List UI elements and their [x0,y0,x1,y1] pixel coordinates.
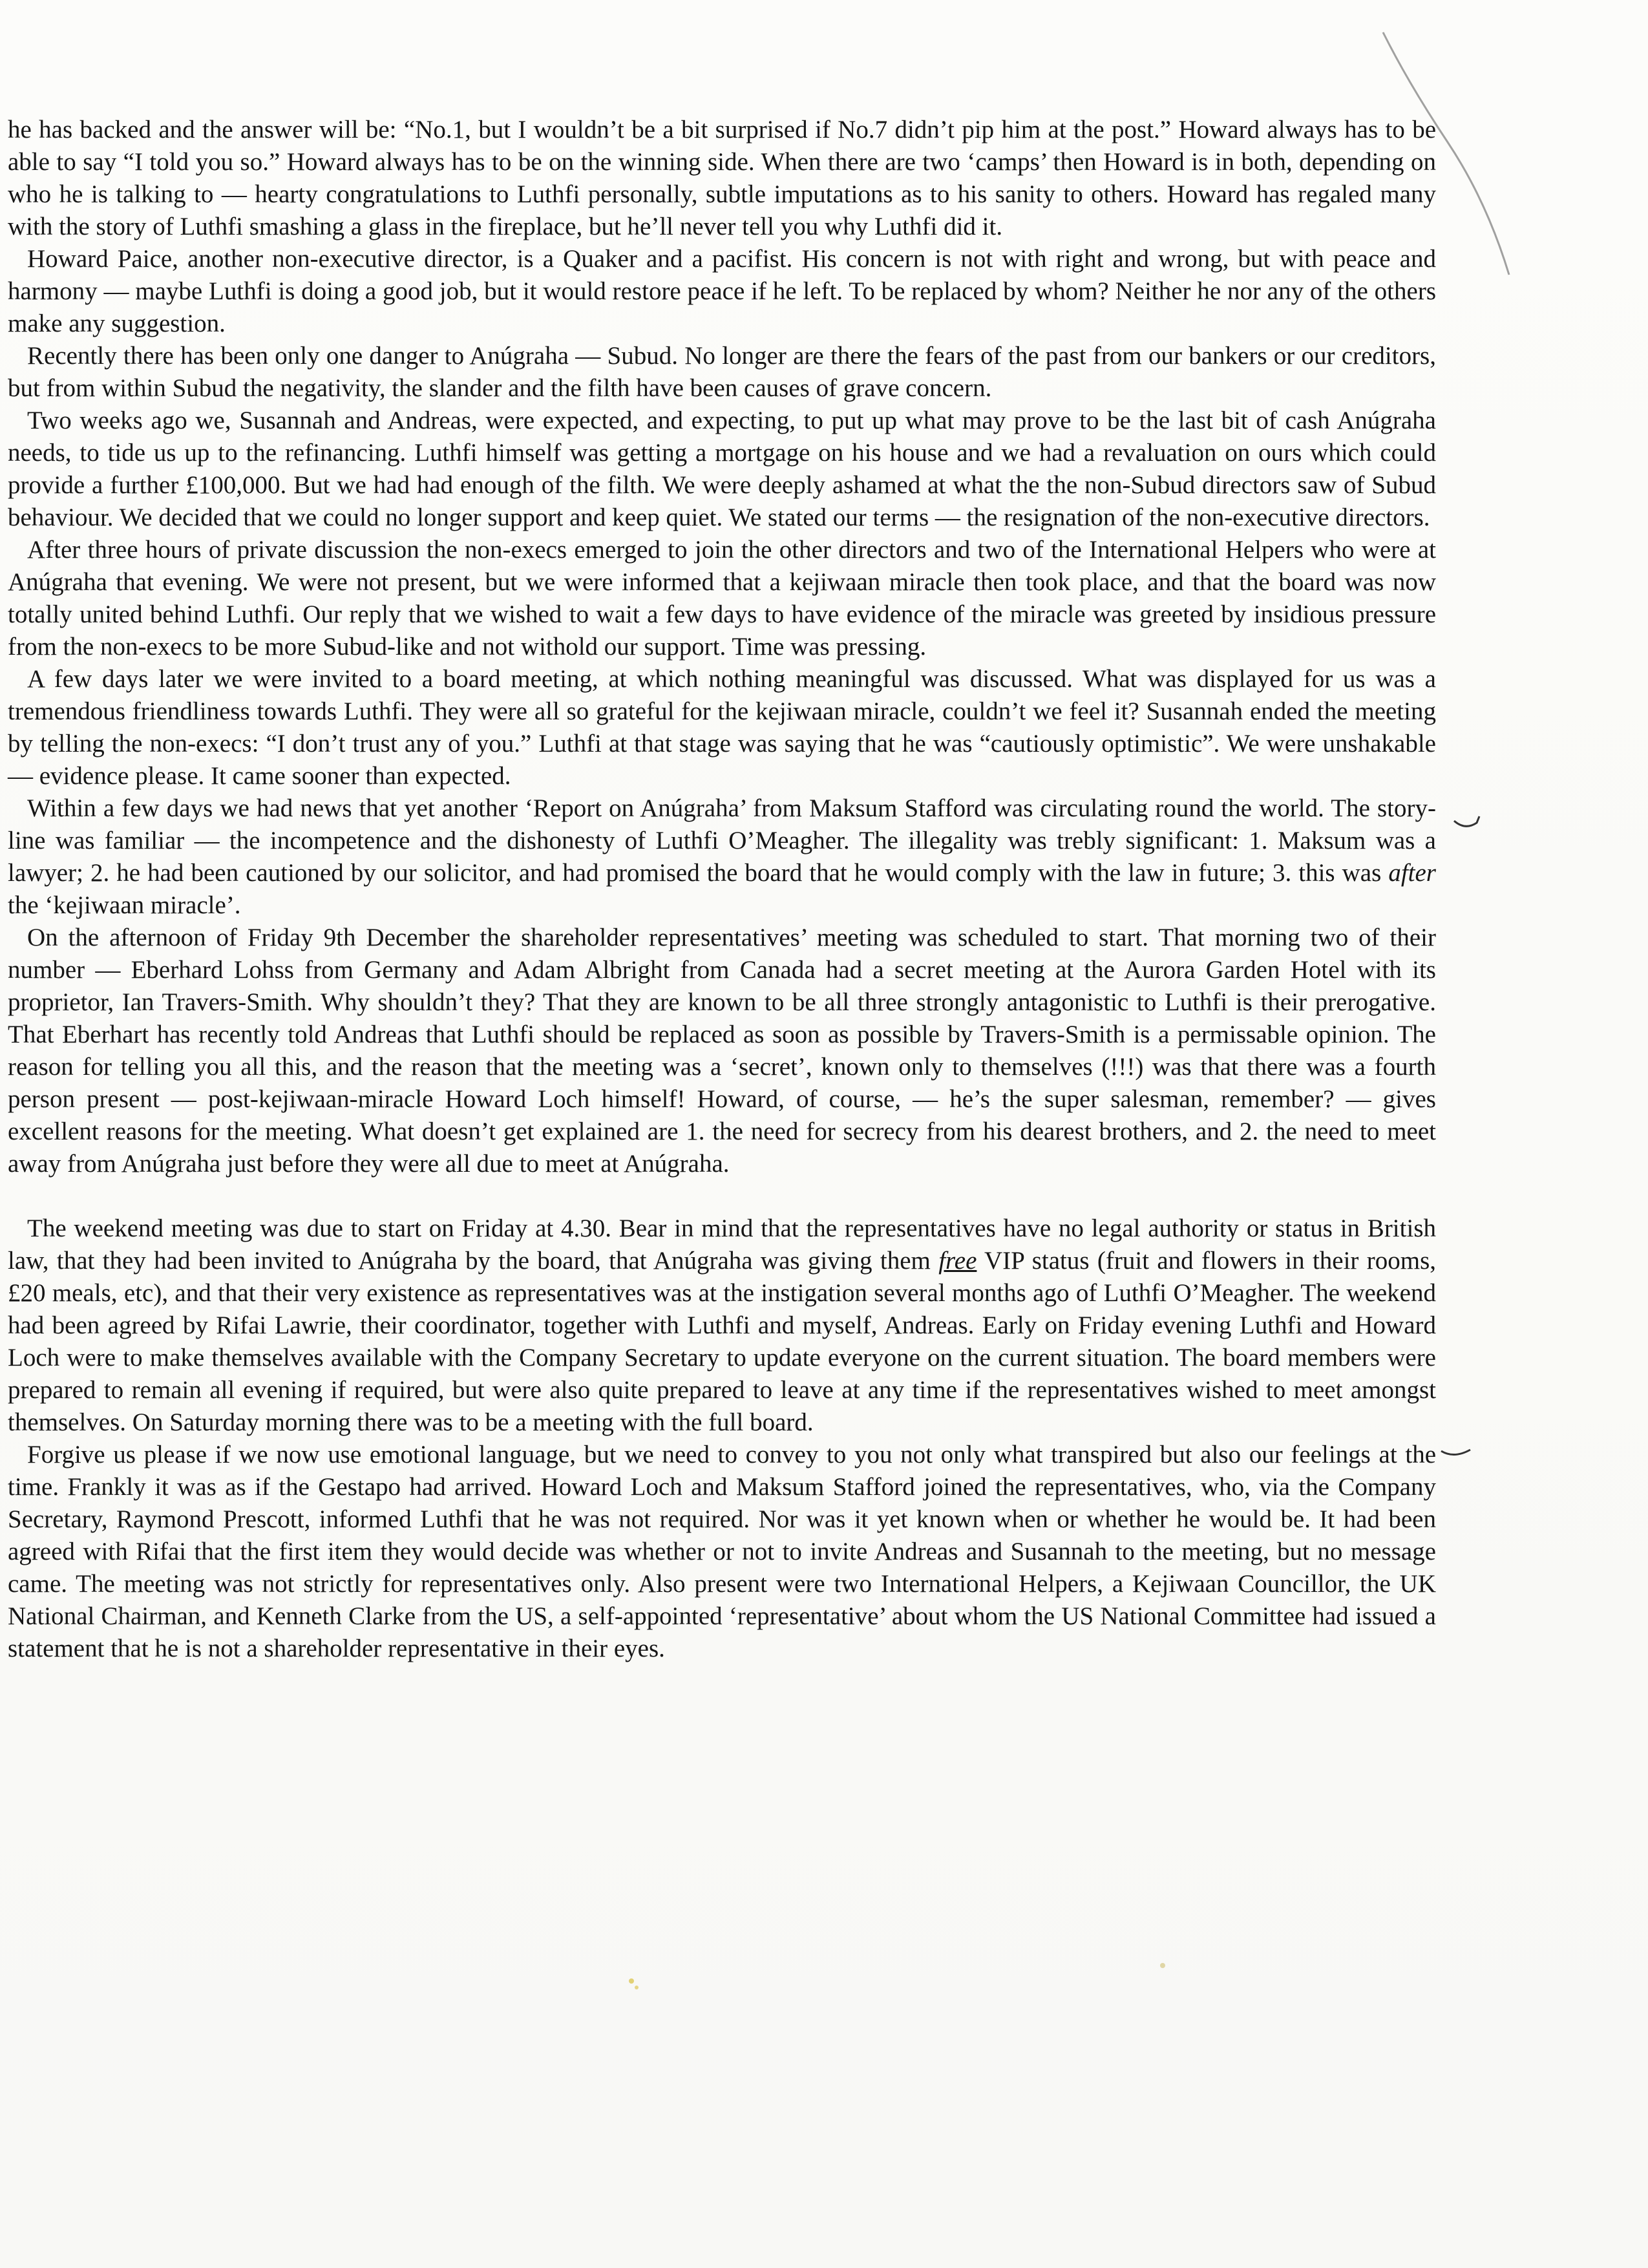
text-run: he has backed and the answer will be: “No.1, but I wouldn’t be a bit surprised if No.7 didn’t pip him at the post.” Howard always has to be able to say “I told you so.” Howard always has to be on the winning side. When there are two ‘camps’ then Howard is in both, depending on who he is talking to — hearty congratulations to Luthfi personally, subtle imputations as to his sanity to others. Howard has regaled many with the story of Luthfi smashing a glass in the fireplace, but he’ll never tell you why Luthfi did it. [8,116,1436,240]
paragraph-p1 [8,114,1436,243]
text-run: Within a few days we had news that yet another ‘Report on Anúgraha’ from Maksum Stafford was circulating round the world. The story-line was familiar — the incompetence and the dishonesty of Luthfi O’Meagher. The illegality was trebly significant: 1. Maksum was a lawyer; 2. he had been cautioned by our solicitor, and had promised the board that he would comply with the law in future; 3. this was [8,794,1436,887]
paragraph-p5 [8,534,1436,663]
ink-speck [1154,1955,1173,1975]
text-run: After three hours of private discussion the non-execs emerged to join the other directors and two of the International Helpers who were at Anúgraha that evening. We were not present, but we were informed that a kejiwaan miracle then took place, and that the board was now totally united behind Luthfi. Our reply that we wished to wait a few days to have evidence of the miracle was greeted by insidious pressure from the non-execs to be more Subud-like and not withold our support. Time was pressing. [8,536,1436,661]
text-run: Howard Paice, another non-executive director, is a Quaker and a pacifist. His concern is not with right and wrong, but with peace and harmony — maybe Luthfi is doing a good job, but it would restore peace if he left. To be replaced by whom? Neither he nor any of the others make any suggestion. [8,245,1436,337]
paragraph-p8 [8,922,1436,1180]
text-run: the ‘kejiwaan miracle’. [8,891,241,919]
paragraph-p2 [8,243,1436,340]
text-run: Forgive us please if we now use emotional language, but we need to convey to you not only what transpired but also our feelings at the time. Frankly it was as if the Gestapo had arrived. Howard Loch and Maksum Stafford joined the representatives, who, via the Company Secretary, Raymond Prescott, informed Luthfi that he was not required. Nor was it yet known when or whether he would be. It had been agreed with Rifai that the first item they would decide was whether or not to invite Andreas and Susannah to the meeting, but no message came. The meeting was not strictly for representatives only. Also present were two International Helpers, a Kejiwaan Councillor, the UK National Chairman, and Kenneth Clarke from the US, a self-appointed ‘representative’ about whom the US National Committee had issued a statement that he is not a shareholder representative in their eyes. [8,1441,1436,1662]
margin-tick-mark [1438,1438,1477,1464]
paragraph-p4 [8,405,1436,534]
paragraph-p3 [8,340,1436,405]
margin-tick-mark [1451,811,1483,837]
text-run: VIP status (fruit and flowers in their rooms, £20 meals, etc), and that their very existence as representatives was at the instigation several months ago of Luthfi O’Meagher. The weekend had been agreed by Rifai Lawrie, their coordinator, together with Luthfi and myself, Andreas. Early on Friday evening Luthfi and Howard Loch were to make themselves available with the Company Secretary to update everyone on the current situation. The board members were prepared to remain all evening if required, but were also quite prepared to leave at any time if the representatives wished to meet amongst themselves. On Saturday morning there was to be a meeting with the full board. [8,1247,1436,1436]
text-run: after [1388,859,1436,887]
text-run: Two weeks ago we, Susannah and Andreas, were expected, and expecting, to put up what may prove to be the last bit of cash Anúgraha needs, to tide us up to the refinancing. Luthfi himself was getting a mortgage on his house and we had a revaluation on ours which could provide a further £100,000. But we had had enough of the filth. We were deeply ashamed at what the the non-Subud directors saw of Subud behaviour. We decided that we could no longer support and keep quiet. We stated our terms — the resignation of the non-executive directors. [8,407,1436,531]
text-run: On the afternoon of Friday 9th December the shareholder representatives’ meeting was scheduled to start. That morning two of their number — Eberhard Lohss from Germany and Adam Albright from Canada had a secret meeting at the Aurora Garden Hotel with its proprietor, Ian Travers-Smith. Why shouldn’t they? That they are known to be all three strongly antagonistic to Luthfi is their prerogative. That Eberhart has recently told Andreas that Luthfi should be replaced as soon as possible by Travers-Smith is a permissable opinion. The reason for telling you all this, and the reason that the meeting was a ‘secret’, known only to themselves (!!!) was that there was a fourth person present — post-kejiwaan-miracle Howard Loch himself! Howard, of course, — he’s the super salesman, remember? — gives excellent reasons for the meeting. What doesn’t get explained are 1. the need for secrecy from his dearest brothers, and 2. the need to meet away from Anúgraha just before they were all due to meet at Anúgraha. [8,924,1436,1178]
text-run: The weekend meeting was due to start on Friday at 4.30. Bear in mind that the representatives have no legal authority or status in British law, that they had been invited to Anúgraha by the board, that Anúgraha was giving them [8,1214,1436,1275]
document-body [8,114,1436,1665]
paragraph-p9 [8,1213,1436,1439]
ink-speck [624,1975,643,1994]
text-run: free [938,1247,977,1275]
paragraph-p6 [8,663,1436,792]
paragraph-p7 [8,792,1436,922]
text-run: A few days later we were invited to a board meeting, at which nothing meaningful was discussed. What was displayed for us was a tremendous friendliness towards Luthfi. They were all so grateful for the kejiwaan miracle, couldn’t we feel it? Susannah ended the meeting by telling the non-execs: “I don’t trust any of you.” Luthfi at that stage was saying that he was “cautiously optimistic”. We were unshakable — evidence please. It came sooner than expected. [8,665,1436,790]
paragraph-p10 [8,1439,1436,1665]
text-run: Recently there has been only one danger to Anúgraha — Subud. No longer are there the fears of the past from our bankers or our creditors, but from within Subud the negativity, the slander and the filth have been causes of grave concern. [8,342,1436,402]
